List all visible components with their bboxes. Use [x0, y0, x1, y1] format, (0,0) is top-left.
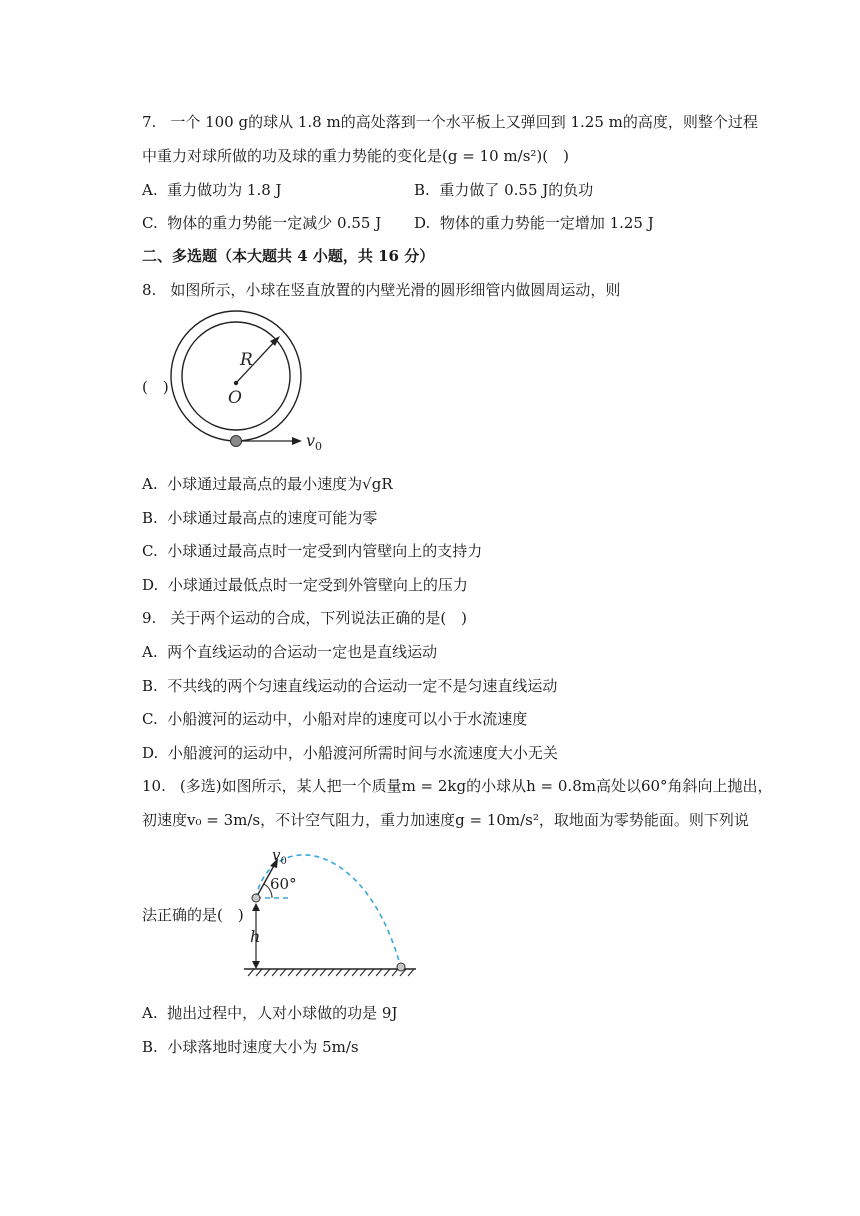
q7-option-b: B. 重力做了 0.55 J的负功 [414, 181, 594, 199]
q10-stem-line1 [142, 776, 773, 796]
q9-option-c: C. 小船渡河的运动中，小船对岸的速度可以小于水流速度 [142, 710, 528, 728]
q9-stem [142, 608, 467, 628]
q8-option-b: B. 小球通过最高点的速度可能为零 [142, 509, 378, 527]
ball-start [252, 894, 260, 902]
ground-hatching [248, 969, 414, 976]
ball-landing [397, 963, 405, 971]
q7-stem-line2: 中重力对球所做的功及球的重力势能的变化是(g = 10 m/s²)( ) [142, 147, 569, 165]
q8-option-c: C. 小球通过最高点时一定受到内管壁向上的支持力 [142, 542, 483, 560]
label-r: R [240, 350, 253, 370]
q8-number: 8. [142, 281, 157, 299]
q10-stem-line3: 法正确的是( ) [142, 906, 244, 924]
label-o: O [228, 388, 242, 408]
q7-stem-line1 [142, 112, 758, 132]
q8-option-a: A. 小球通过最高点的最小速度为√gR [142, 475, 393, 493]
velocity-arrow-head [292, 437, 302, 445]
q8-circle-figure [168, 306, 340, 456]
height-arrow-bottom [252, 961, 260, 969]
height-arrow-top [252, 903, 260, 911]
q9-option-a: A. 两个直线运动的合运动一定也是直线运动 [142, 643, 438, 661]
label-v0: $v_0$ [306, 431, 323, 453]
q10-option-a: A. 抛出过程中，人对小球做的功是 9J [142, 1004, 398, 1022]
trajectory-curve [256, 855, 401, 968]
q8-stem-text: 如图所示，小球在竖直放置的内壁光滑的圆形细管内做圆周运动，则 [170, 281, 621, 299]
q7-stem-text1: 一个 100 g的球从 1.8 m的高处落到一个水平板上又弹回到 1.25 m的高度，则整个过程 [170, 113, 758, 131]
q10-projectile-figure [236, 842, 426, 980]
q10-stem-line2: 初速度v₀ = 3m/s，不计空气阻力，重力加速度g = 10m/s²，取地面为零势能面。则下列说 [142, 811, 749, 829]
ball [231, 436, 242, 447]
q8-option-d: D. 小球通过最低点时一定受到外管壁向上的压力 [142, 576, 468, 594]
q10-number: 10. [142, 777, 166, 795]
q7-option-d: D. 物体的重力势能一定增加 1.25 J [414, 214, 654, 232]
q10-option-b: B. 小球落地时速度大小为 5m/s [142, 1038, 359, 1056]
q10-stem-text1: (多选)如图所示，某人把一个质量m = 2kg的小球从h = 0.8m高处以60°角斜向上抛出， [179, 777, 773, 795]
q9-option-b: B. 不共线的两个匀速直线运动的合运动一定不是匀速直线运动 [142, 677, 558, 695]
q8-bracket: ( ) [142, 378, 169, 396]
label-h: h [250, 927, 261, 946]
q7-number: 7. [142, 113, 157, 131]
q7-option-c: C. 物体的重力势能一定减少 0.55 J [142, 214, 382, 232]
label-v0: $v_0$ [272, 846, 287, 867]
section-heading: 二、多选题（本大题共 4 小题，共 16 分） [142, 247, 435, 265]
q9-number: 9. [142, 609, 157, 627]
inner-tube-wall [182, 322, 290, 430]
label-60-degrees: 60° [270, 875, 297, 893]
q7-option-a: A. 重力做功为 1.8 J [142, 181, 282, 199]
q9-option-d: D. 小船渡河的运动中，小船渡河所需时间与水流速度大小无关 [142, 744, 558, 762]
outer-tube-wall [171, 311, 301, 441]
q8-stem [142, 280, 620, 300]
q9-stem-text: 关于两个运动的合成，下列说法正确的是( ) [170, 609, 468, 627]
